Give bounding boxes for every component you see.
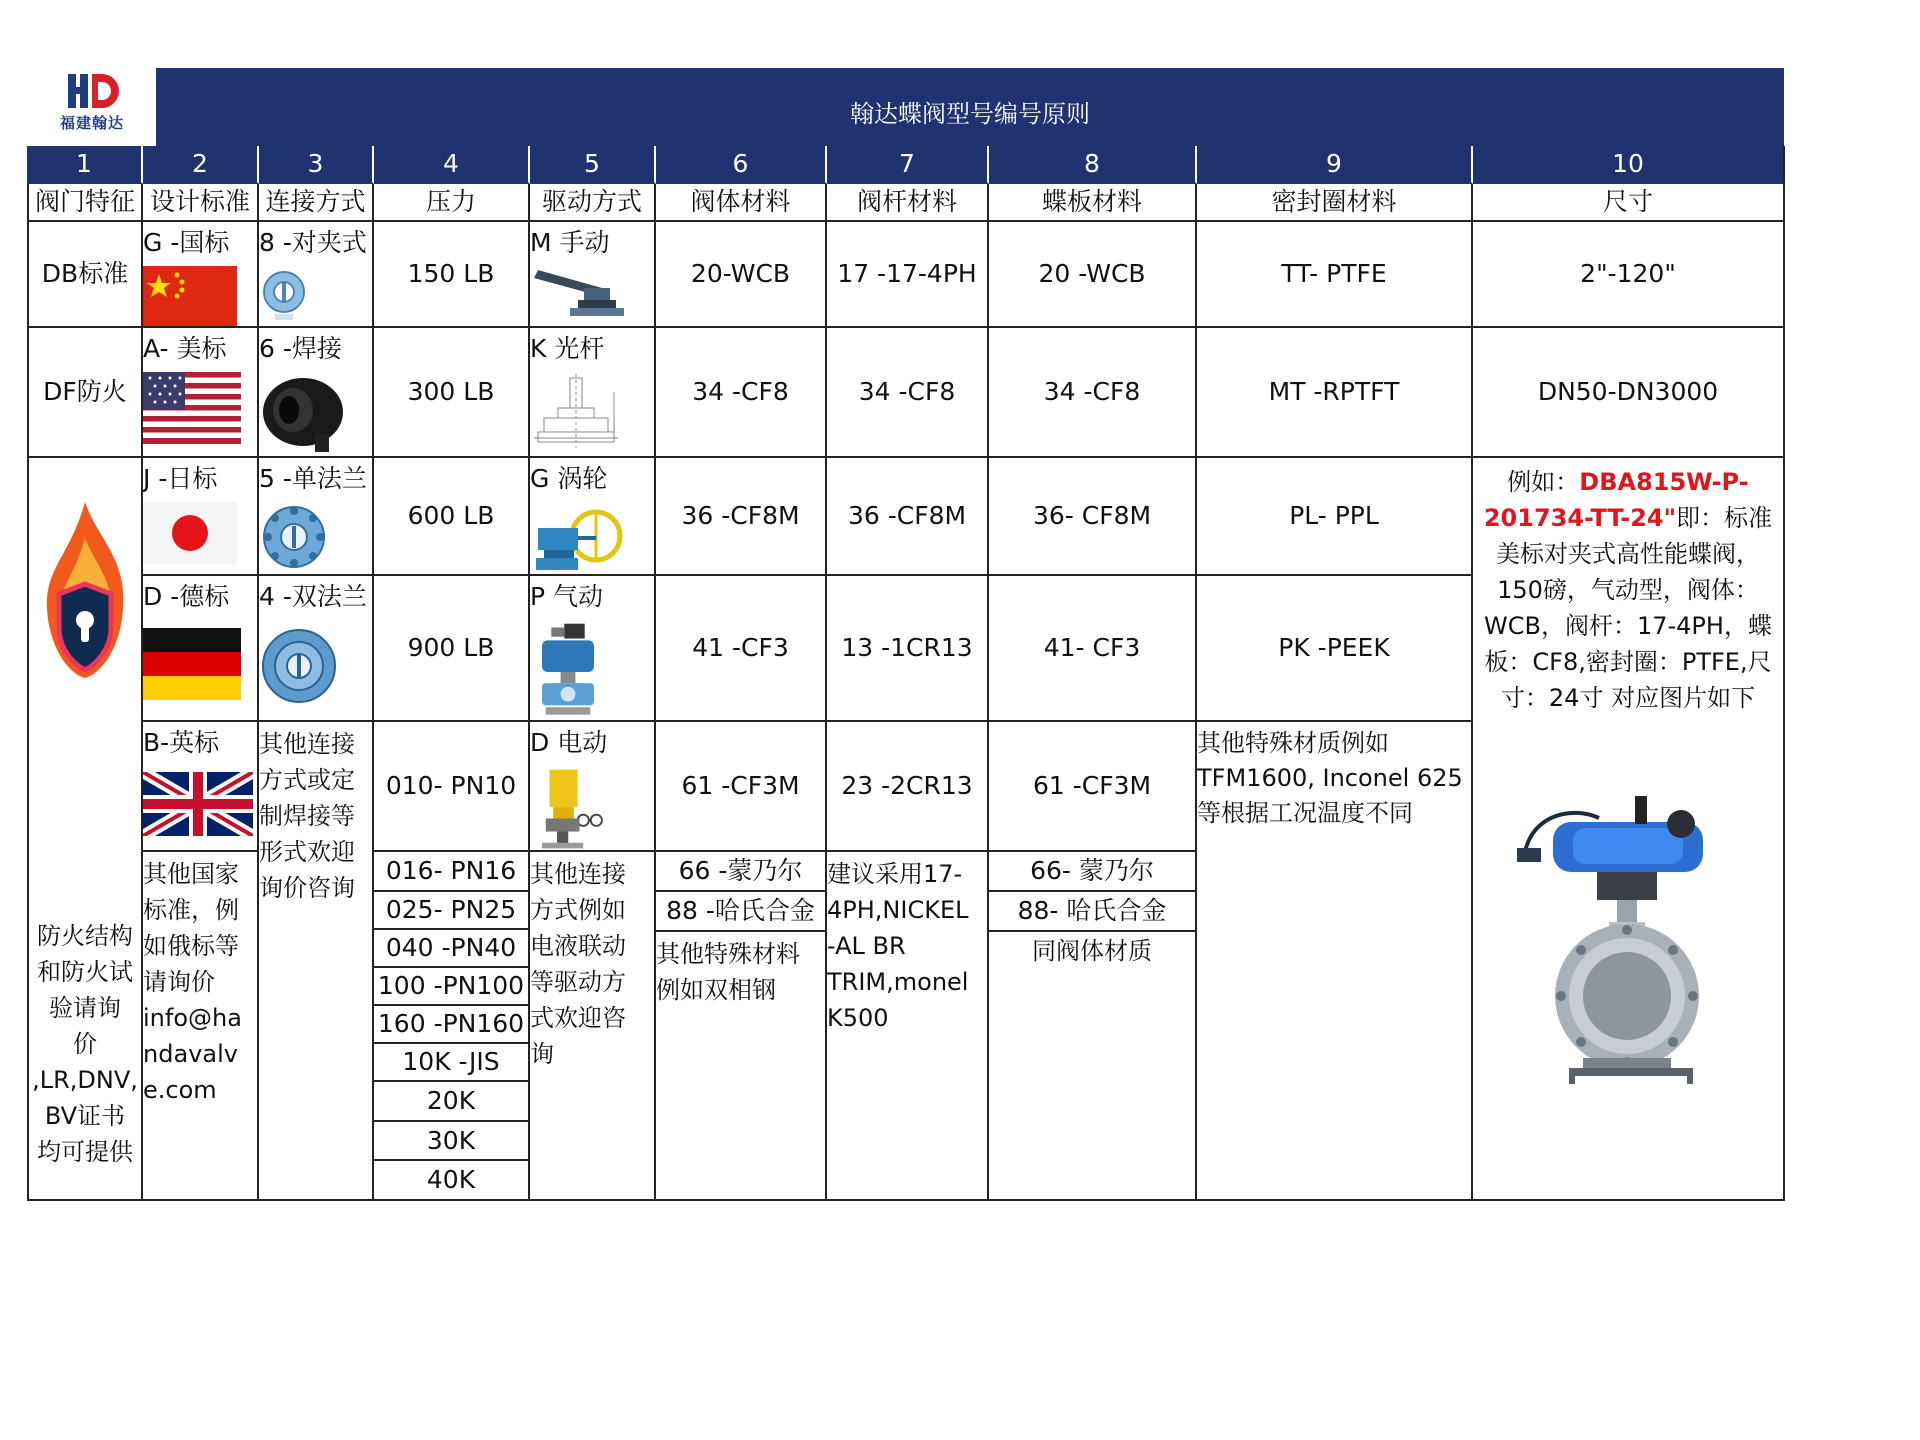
seal-material-item: MT -RPTFT [1197, 328, 1473, 458]
example-cell [1473, 458, 1785, 1201]
size-item: 2"-120" [1473, 222, 1785, 328]
std-other-cell: 其他国家 标准，例 如俄标等 请询价 info@ha ndavalv e.com [143, 852, 259, 1201]
disc-material-item: 34 -CF8 [989, 328, 1197, 458]
col-number: 5 [530, 146, 656, 184]
conn-other-cell: 其他连接 方式或定 制焊接等 形式欢迎 询价咨询 [259, 722, 374, 1201]
pressure-item: 016- PN16 [374, 852, 530, 892]
conn-6-label: 6 -焊接 [259, 334, 342, 363]
col-number: 4 [374, 146, 530, 184]
drive-other-cell: 其他连接 方式例如 电液联动 等驱动方 式欢迎咨 询 [530, 852, 656, 1201]
logo-text: 福建翰达 [59, 114, 124, 132]
pressure-item: 900 LB [374, 576, 530, 722]
std-d-cell [143, 576, 259, 722]
china-flag-icon [143, 266, 237, 326]
uk-flag-icon [143, 772, 253, 836]
valve-product-photo [1513, 756, 1743, 1086]
std-a-cell [143, 328, 259, 458]
feature-db: DB标准 [27, 222, 143, 328]
weld-valve-icon [259, 372, 345, 456]
std-g-cell [143, 222, 259, 328]
example-code-cont: 201734-TT-24" [1483, 504, 1677, 532]
pressure-item: 10K -JIS [374, 1044, 530, 1082]
pressure-item: 010- PN10 [374, 722, 530, 852]
seal-material-item: PK -PEEK [1197, 576, 1473, 722]
company-logo [28, 68, 156, 144]
pressure-item: 300 LB [374, 328, 530, 458]
stem-material-item: 17 -17-4PH [827, 222, 989, 328]
conn-4-cell [259, 576, 374, 722]
conn-5-label: 5 -单法兰 [259, 464, 367, 493]
fire-note-text: 防火结构 和防火试 验请询 价 ,LR,DNV, BV证书 均可提供 [32, 922, 138, 1166]
body-material-item: 88 -哈氏合金 [656, 892, 827, 932]
seal-material-item: TT- PTFE [1197, 222, 1473, 328]
drive-p-label: P 气动 [530, 582, 604, 611]
japan-flag-icon [143, 502, 237, 564]
bare-shaft-drawing-icon [530, 372, 622, 452]
drive-g-label: G 涡轮 [530, 464, 608, 493]
drive-d-label: D 电动 [530, 728, 608, 757]
std-j-label: J -日标 [143, 464, 218, 493]
feature-df: DF防火 [27, 328, 143, 458]
col-header: 密封圈材料 [1197, 184, 1473, 222]
seal-material-item: PL- PPL [1197, 458, 1473, 576]
drive-m-label: M 手动 [530, 228, 610, 257]
model-code-table [27, 146, 1785, 1201]
pressure-item: 150 LB [374, 222, 530, 328]
example-text: 例如：DBA815W-P- 201734-TT-24"即：标准 美标对夹式高性能蝶阀， 150磅，气动型，阀体： WCB，阀杆：17-4PH，蝶 板：CF8,密封圈：PTFE,尺 寸：24寸 对应图片如下 [1483, 468, 1773, 712]
body-material-other: 其他特殊材料 例如双相钢 [656, 932, 827, 1201]
col-header: 阀杆材料 [827, 184, 989, 222]
col-number: 9 [1197, 146, 1473, 184]
col-header: 阀体材料 [656, 184, 827, 222]
disc-material-item: 20 -WCB [989, 222, 1197, 328]
body-material-item: 61 -CF3M [656, 722, 827, 852]
col-number: 10 [1473, 146, 1785, 184]
hd-logo-icon [66, 72, 126, 114]
pressure-item: 40K [374, 1161, 530, 1201]
disc-material-item: 36- CF8M [989, 458, 1197, 576]
pressure-item: 160 -PN160 [374, 1006, 530, 1044]
col-number: 1 [27, 146, 143, 184]
std-j-cell [143, 458, 259, 576]
body-material-item: 41 -CF3 [656, 576, 827, 722]
std-d-label: D -德标 [143, 582, 230, 611]
drive-d-cell [530, 722, 656, 852]
email-text: info@ha [143, 1004, 242, 1032]
disc-material-item: 88- 哈氏合金 [989, 892, 1197, 932]
stem-material-item: 36 -CF8M [827, 458, 989, 576]
conn-5-cell [259, 458, 374, 576]
col-number: 7 [827, 146, 989, 184]
col-number: 6 [656, 146, 827, 184]
col-number: 2 [143, 146, 259, 184]
electric-actuator-icon [530, 766, 614, 850]
drive-p-cell [530, 576, 656, 722]
std-g-label: G -国标 [143, 228, 230, 257]
title-band [156, 68, 1784, 146]
col-number: 3 [259, 146, 374, 184]
pressure-item: 040 -PN40 [374, 930, 530, 968]
col-header: 压力 [374, 184, 530, 222]
std-b-label: B-英标 [143, 728, 220, 757]
pressure-item: 100 -PN100 [374, 968, 530, 1006]
conn-8-cell [259, 222, 374, 328]
worm-gear-icon [530, 502, 624, 574]
col-header: 连接方式 [259, 184, 374, 222]
disc-material-item: 61 -CF3M [989, 722, 1197, 852]
col-header: 尺寸 [1473, 184, 1785, 222]
disc-material-item: 66- 蒙乃尔 [989, 852, 1197, 892]
body-material-item: 36 -CF8M [656, 458, 827, 576]
col-number: 8 [989, 146, 1197, 184]
stem-material-item: 13 -1CR13 [827, 576, 989, 722]
wafer-valve-icon [259, 266, 309, 322]
germany-flag-icon [143, 628, 241, 700]
drive-k-label: K 光杆 [530, 334, 605, 363]
col-header: 驱动方式 [530, 184, 656, 222]
double-flange-valve-icon [259, 626, 339, 706]
body-material-item: 66 -蒙乃尔 [656, 852, 827, 892]
col-header: 阀门特征 [27, 184, 143, 222]
body-material-item: 20-WCB [656, 222, 827, 328]
disc-material-other: 同阀体材质 [989, 932, 1197, 1201]
manual-lever-icon [530, 266, 630, 320]
conn-6-cell [259, 328, 374, 458]
pressure-item: 025- PN25 [374, 892, 530, 930]
std-a-label: A- 美标 [143, 334, 227, 363]
seal-material-other: 其他特殊材质例如 TFM1600, Inconel 625 等根据工况温度不同 [1197, 722, 1473, 1201]
conn-8-label: 8 -对夹式 [259, 228, 367, 257]
drive-m-cell [530, 222, 656, 328]
pressure-item: 600 LB [374, 458, 530, 576]
pneumatic-actuator-icon [530, 620, 606, 720]
stem-material-other: 建议采用17- 4PH,NICKEL -AL BR TRIM,monel K500 [827, 852, 989, 1201]
conn-4-label: 4 -双法兰 [259, 582, 367, 611]
drive-g-cell [530, 458, 656, 576]
example-code: DBA815W-P- [1579, 468, 1749, 496]
usa-flag-icon [143, 372, 241, 444]
page-title: 翰达蝶阀型号编号原则 [850, 100, 1090, 128]
fire-note-cell [27, 458, 143, 1201]
stem-material-item: 34 -CF8 [827, 328, 989, 458]
fire-shield-icon [37, 498, 133, 698]
pressure-item: 30K [374, 1122, 530, 1161]
pressure-item: 20K [374, 1082, 530, 1122]
body-material-item: 34 -CF8 [656, 328, 827, 458]
col-header: 设计标准 [143, 184, 259, 222]
disc-material-item: 41- CF3 [989, 576, 1197, 722]
std-b-cell [143, 722, 259, 852]
stem-material-item: 23 -2CR13 [827, 722, 989, 852]
col-header: 蝶板材料 [989, 184, 1197, 222]
size-item: DN50-DN3000 [1473, 328, 1785, 458]
single-flange-valve-icon [259, 502, 329, 572]
drive-k-cell [530, 328, 656, 458]
